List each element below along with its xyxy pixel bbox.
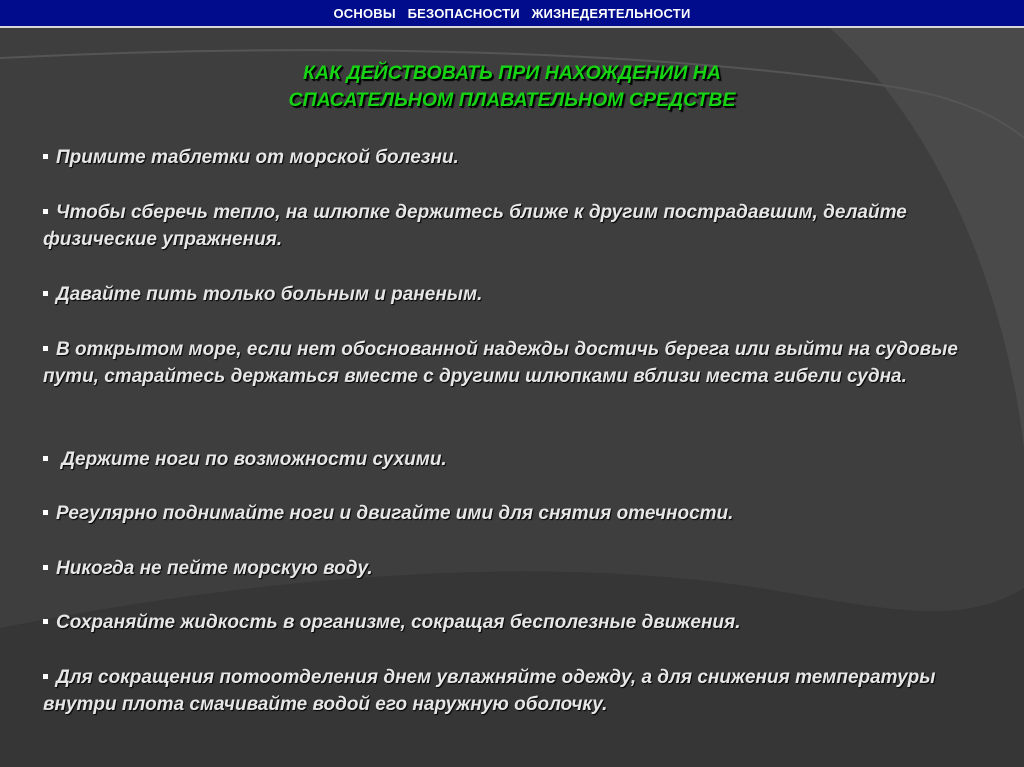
header-title: ОСНОВЫ БЕЗОПАСНОСТИ ЖИЗНЕДЕЯТЕЛЬНОСТИ [333, 5, 691, 21]
bullet-item: Примите таблетки от морской болезни. [43, 144, 973, 171]
slide-title-line-1: КАК ДЕЙСТВОВАТЬ ПРИ НАХОЖДЕНИИ НА [303, 62, 721, 84]
bullet-square-icon [43, 291, 48, 296]
bullet-square-icon [43, 346, 48, 351]
slide-title-line-2: СПАСАТЕЛЬНОМ ПЛАВАТЕЛЬНОМ СРЕДСТВЕ [288, 89, 736, 111]
bullet-square-icon [43, 674, 48, 679]
bullet-square-icon [43, 565, 48, 570]
bullet-square-icon [43, 209, 48, 214]
bullet-item: Давайте пить только больным и раненым. [43, 281, 973, 308]
bullet-item: Чтобы сберечь тепло, на шлюпке держитесь ближе к другим пострадавшим, делайте физические упражнения. [43, 202, 907, 250]
bullet-item: Для сокращения потоотделения днем увлажняйте одежду, а для снижения температуры внутри плота смачивайте водой его наружную оболочку. [43, 667, 936, 715]
background-decoration [0, 28, 1024, 767]
bullet-item: Держите ноги по возможности сухими. [43, 446, 973, 473]
bullet-square-icon [43, 154, 48, 159]
bullet-item: Регулярно поднимайте ноги и двигайте ими для снятия отечности. [43, 500, 973, 527]
bullet-square-icon [43, 619, 48, 624]
bullet-square-icon [43, 510, 48, 515]
bullet-item: Сохраняйте жидкость в организме, сокращая бесполезные движения. [43, 609, 973, 636]
bullet-item: В открытом море, если нет обоснованной надежды достичь берега или выйти на судовые пути, старайтесь держаться вместе с другими шлюпками вблизи места гибели судна. [43, 339, 958, 387]
bullet-square-icon [43, 456, 48, 461]
bullet-item: Никогда не пейте морскую воду. [43, 555, 973, 582]
header-bar [0, 0, 1024, 28]
